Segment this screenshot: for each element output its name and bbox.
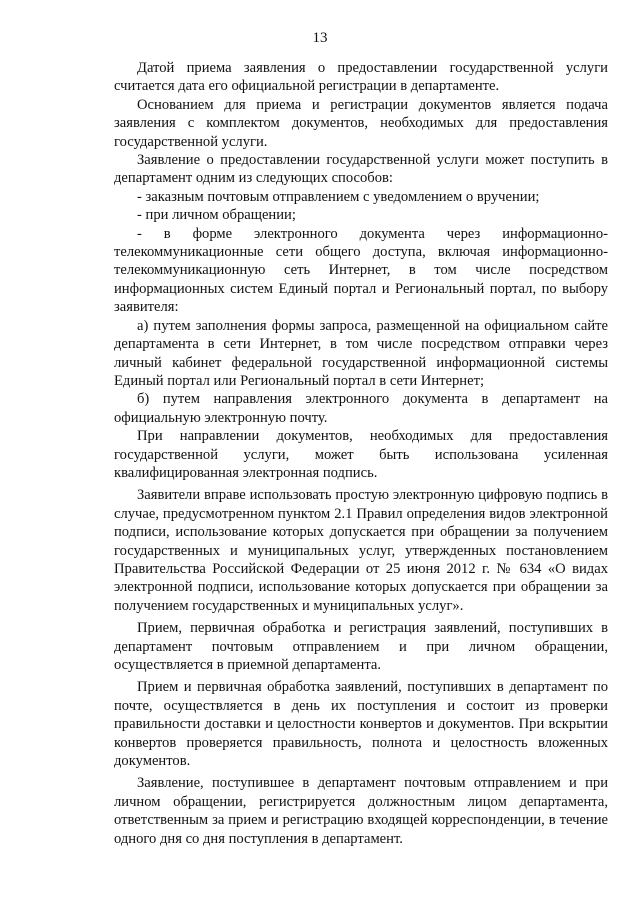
sub-item-a: а) путем заполнения формы запроса, размещенной на официальном сайте департамента в сети Интернет, в том числе посредством отправки через личный кабинет федеральной государственной информационной системы Единый портал или Региональный портал в сети Интернет; (114, 317, 608, 389)
paragraph-3: Заявление о предоставлении государственной услуги может поступить в департамент одним из следующих способов: (114, 152, 608, 187)
paragraph-simple-signature: Заявители вправе использовать простую электронную цифровую подпись в случае, предусмотренном пунктом 2.1 Правил определения видов электронной подписи, использование которых допускается при обращении за получением государственных и муниципальных услуг, утвержденных постановлением Правительства Российской Федерации от 25 июня 2012 г. № 634 «О видах электронной подписи, использование которых допускается при обращении за получением государственных и муниципальных услуг». (114, 487, 608, 614)
paragraph-reception: Прием, первичная обработка и регистрация заявлений, поступивших в департамент почтовым отправлением и при личном обращении, осуществляется в приемной департамента. (114, 620, 608, 673)
paragraph-mail-processing: Прием и первичная обработка заявлений, поступивших в департамент по почте, осуществляется в день их поступления и состоит из проверки правильности доставки и целостности конвертов и документов. При вскрытии конвертов проверяется правильность, полнота и целостность вложенных документов. (114, 679, 608, 770)
paragraph-1: Датой приема заявления о предоставлении государственной услуги считается дата его официальной регистрации в департаменте. (114, 60, 608, 95)
paragraph-signature: При направлении документов, необходимых для предоставления государственной услуги, может быть использована усиленная квалифицированная электронная подпись. (114, 428, 608, 481)
document-body (114, 59, 608, 852)
paragraph-registration: Заявление, поступившее в департамент почтовым отправлением и при личном обращении, регистрируется должностным лицом департамента, ответственным за прием и регистрацию входящей корреспонденции, в течение одного дня со дня поступления в департамент. (114, 775, 608, 847)
list-item-personal: - при личном обращении; (137, 207, 296, 224)
page-number: 13 (312, 30, 328, 46)
list-item-mail: - заказным почтовым отправлением с уведомлением о вручении; (137, 188, 540, 205)
list-item-electronic: - в форме электронного документа через информационно-телекоммуникационные сети общего доступа, включая информационно-телекоммуникационную сеть Интернет, в том числе посредством информационных систем Единый портал и Региональный портал, по выбору заявителя: (114, 225, 608, 316)
paragraph-2: Основанием для приема и регистрации документов является подача заявления с комплектом документов, необходимых для предоставления государственной услуги. (114, 96, 608, 150)
sub-item-b: б) путем направления электронного документа в департамент на официальную электронную почту. (114, 391, 608, 426)
